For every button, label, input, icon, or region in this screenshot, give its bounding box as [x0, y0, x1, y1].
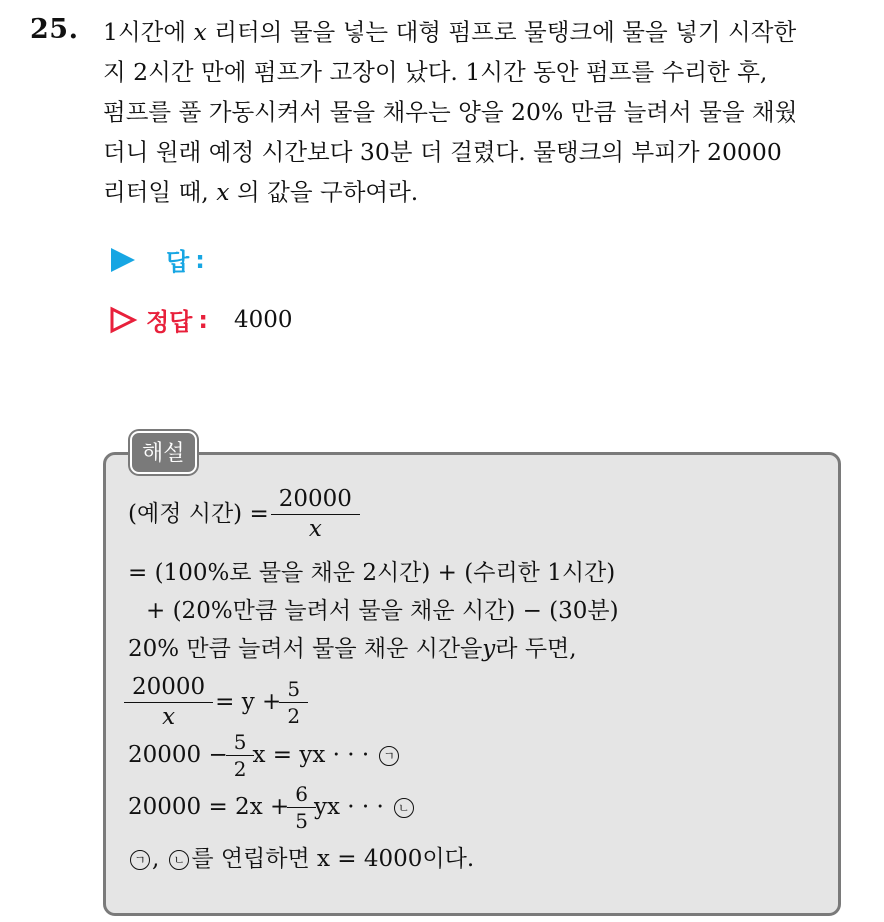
- correct-answer-label: 정답: [146, 308, 193, 336]
- circled-giyeok-mark: ㄱ: [130, 850, 150, 870]
- fraction: $\frac{6}{5}$: [291, 784, 312, 831]
- problem-text: [103, 12, 863, 212]
- answer-row: [108, 242, 205, 277]
- fraction: $\frac{20000}{x}$: [275, 488, 356, 541]
- circled-nieun-mark: ㄴ: [394, 798, 414, 818]
- solution-line-8: ㄱ , ㄴ 를 연립하면 x = 4000이다.: [128, 848, 474, 871]
- question-number: 25.: [30, 14, 79, 45]
- fraction: $\frac{5}{2}$: [283, 679, 304, 726]
- answer-colon: :: [195, 245, 205, 274]
- solution-line-7: 20000 = 2x + $\frac{6}{5}$ yx · · · ㄴ: [128, 784, 416, 831]
- problem-line-1: 1시간에 x 리터의 물을 넣는 대형 펌프로 물탱크에 물을 넣기 시작한: [103, 18, 797, 46]
- problem-line-2: 지 2시간 만에 펌프가 고장이 났다. 1시간 동안 펌프를 수리한 후,: [103, 58, 768, 86]
- circled-nieun-mark: ㄴ: [169, 850, 189, 870]
- fraction: $\frac{5}{2}$: [230, 732, 251, 779]
- solution-line-5: $\frac{20000}{x}$ = y + $\frac{5}{2}$: [128, 676, 306, 729]
- filled-triangle-icon: [108, 245, 138, 275]
- correct-answer-colon: :: [198, 305, 208, 334]
- solution-line-1: (예정 시간) = $\frac{20000}{x}$: [128, 488, 362, 541]
- circled-giyeok-mark: ㄱ: [379, 746, 399, 766]
- variable-x: x: [216, 178, 230, 206]
- correct-answer-row: [108, 302, 293, 337]
- solution-line-6: 20000 − $\frac{5}{2}$ x = yx · · · ㄱ: [128, 732, 401, 779]
- fraction: $\frac{20000}{x}$: [128, 676, 209, 729]
- variable-x: x: [193, 18, 207, 46]
- problem-line-4: 더니 원래 예정 시간보다 30분 더 걸렸다. 물탱크의 부피가 20000: [103, 138, 782, 166]
- answer-label: 답: [166, 248, 190, 276]
- solution-line-3: + (20%만큼 늘려서 물을 채운 시간) − (30분): [146, 598, 619, 624]
- problem-line-3: 펌프를 풀 가동시켜서 물을 채우는 양을 20% 만큼 늘려서 물을 채웠: [103, 98, 798, 126]
- solution-line-2: = (100%로 물을 채운 2시간) + (수리한 1시간): [128, 560, 616, 586]
- solution-line-4: 20% 만큼 늘려서 물을 채운 시간을 y 라 두면,: [128, 636, 577, 662]
- solution-tag: 해설: [130, 431, 197, 474]
- correct-answer-value: 4000: [233, 306, 293, 333]
- outline-triangle-icon: [108, 305, 138, 335]
- problem-line-5: 리터일 때, x 의 값을 구하여라.: [103, 178, 419, 206]
